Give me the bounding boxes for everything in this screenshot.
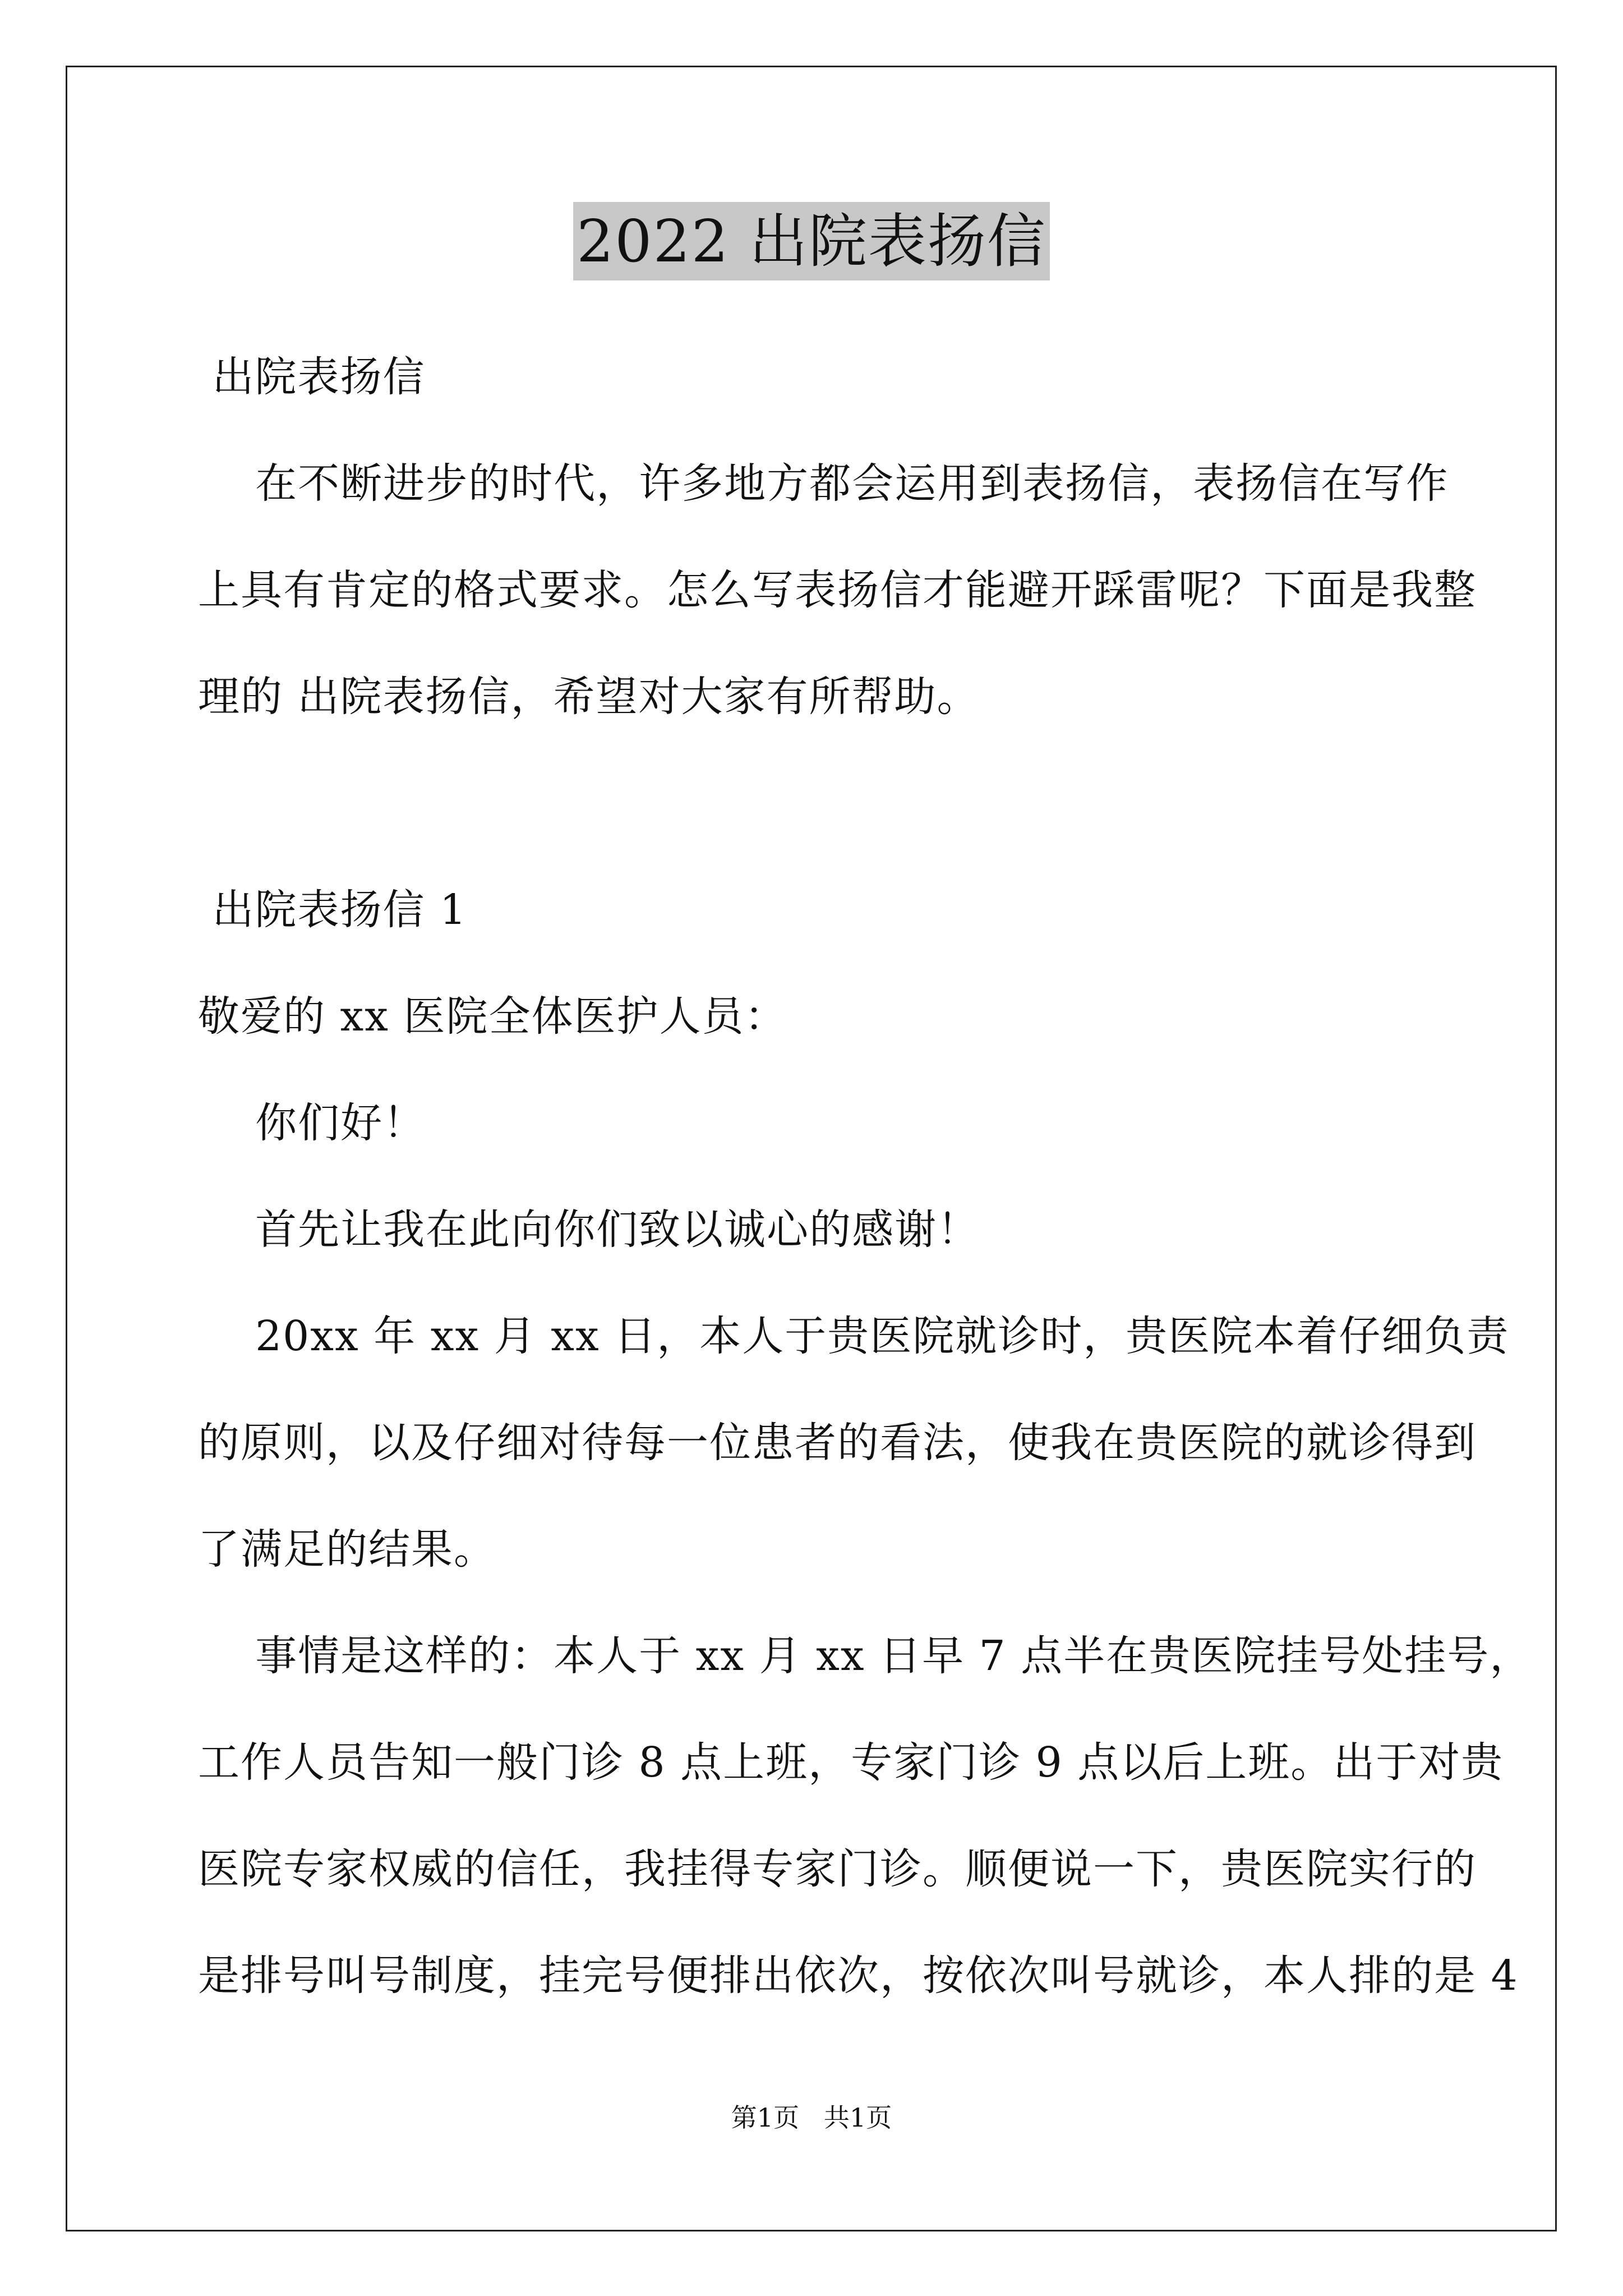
paragraph-line: 了满足的结果。 xyxy=(198,1525,496,1573)
greeting-line: 你们好！ xyxy=(198,1099,426,1147)
document-title: 2022 出院表扬信 xyxy=(573,202,1050,280)
paragraph-line: 事情是这样的：本人于 xx 月 xx 日早 7 点半在贵医院挂号处挂号， xyxy=(198,1632,1533,1680)
paragraph-line: 是排号叫号制度，挂完号便排出依次，按依次叫号就诊，本人排的是 4 xyxy=(198,1952,1519,2000)
paragraph-line: 上具有肯定的格式要求。怎么写表扬信才能避开踩雷呢？下面是我整 xyxy=(198,566,1477,614)
paragraph-line: 20xx 年 xx 月 xx 日，本人于贵医院就诊时，贵医院本着仔细负责 xyxy=(198,1312,1510,1360)
page-footer: 第1页 共1页 xyxy=(731,2102,892,2133)
paragraph-line: 理的 出院表扬信，希望对大家有所帮助。 xyxy=(198,673,980,721)
title-container xyxy=(0,202,1623,280)
paragraph-line: 的原则，以及仔细对待每一位患者的看法，使我在贵医院的就诊得到 xyxy=(198,1419,1477,1467)
paragraph-line: 在不断进步的时代，许多地方都会运用到表扬信，表扬信在写作 xyxy=(198,459,1449,508)
subtitle-line: 出院表扬信 xyxy=(198,353,426,401)
section-heading: 出院表扬信 1 xyxy=(198,886,468,934)
paragraph-line: 医院专家权威的信任，我挂得专家门诊。顺便说一下，贵医院实行的 xyxy=(198,1845,1477,1893)
paragraph-line: 工作人员告知一般门诊 8 点上班，专家门诊 9 点以后上班。出于对贵 xyxy=(198,1738,1504,1787)
salutation-line: 敬爱的 xx 医院全体医护人员： xyxy=(198,992,787,1041)
paragraph-line: 首先让我在此向你们致以诚心的感谢！ xyxy=(198,1205,980,1254)
